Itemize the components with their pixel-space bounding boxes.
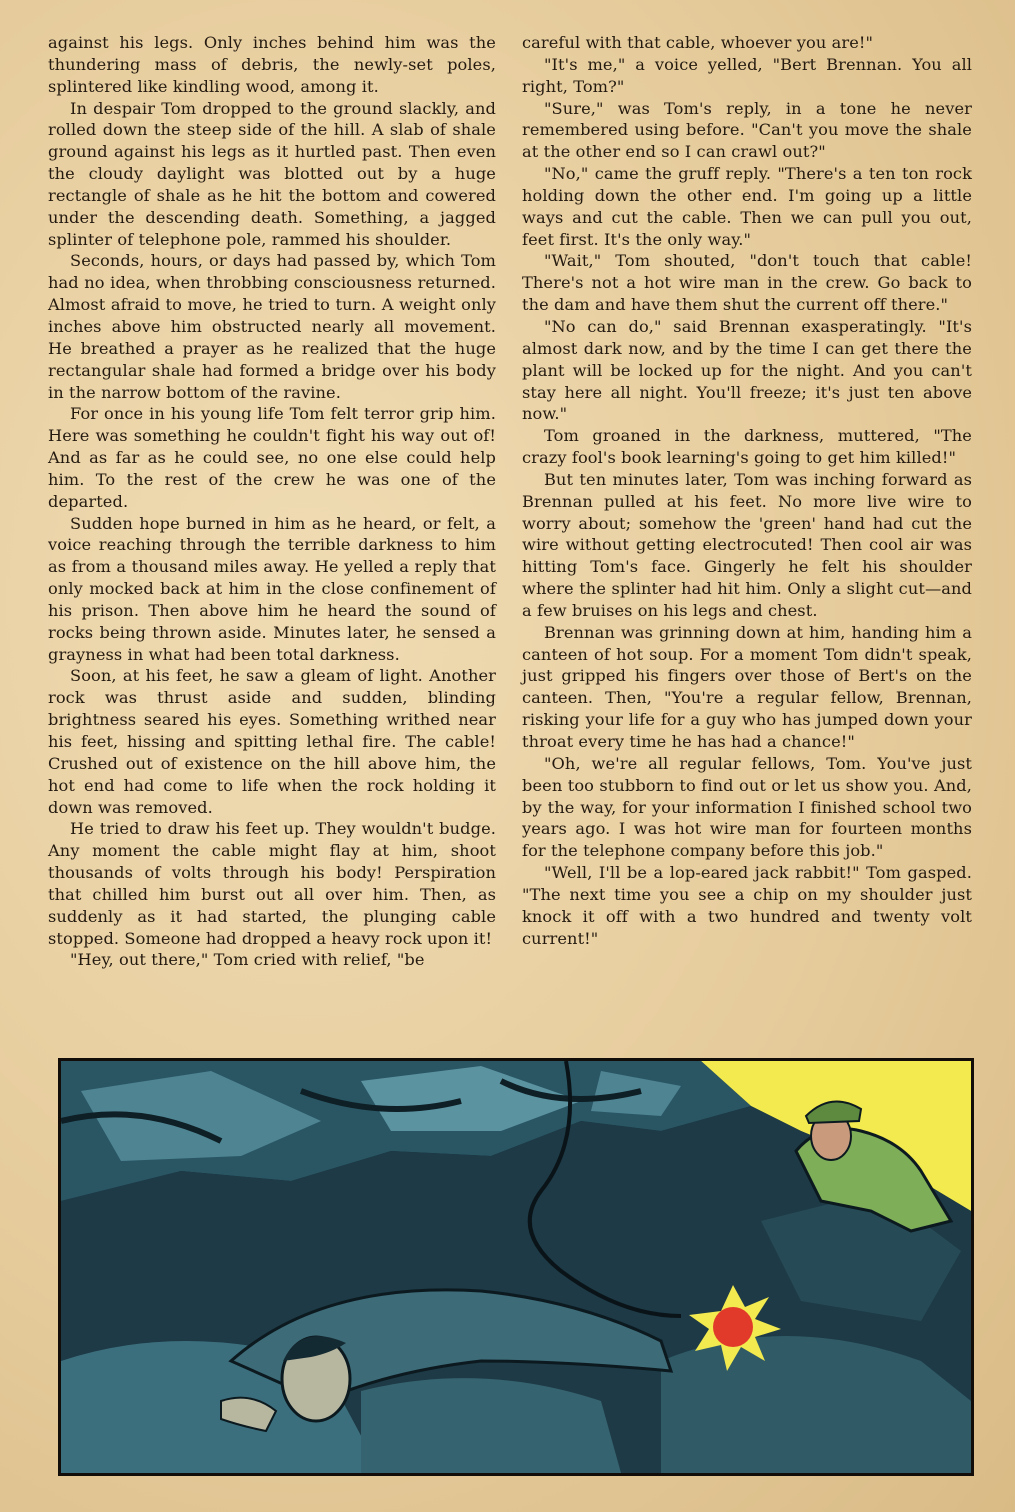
paragraph: "No can do," said Brennan exasperatingly. "It's almost dark now, and by the time I can get there the plant will be locked up for the night. And you can't stay here all night. You'll freeze; it's just ten above now." bbox=[522, 316, 972, 424]
paragraph: For once in his young life Tom felt terror grip him. Here was something he couldn't fight his way out of! And as far as he could see, no one else could help him. To the rest of the crew he was one of the departed. bbox=[48, 404, 496, 511]
paragraph: "It's me," a voice yelled, "Bert Brennan. You all right, Tom?" bbox=[522, 54, 972, 96]
paragraph: "Sure," was Tom's reply, in a tone he never remembered using before. "Can't you move the shale at the other end so I can crawl out?" bbox=[522, 98, 972, 162]
paragraph: But ten minutes later, Tom was inching forward as Brennan pulled at his feet. No more live wire to worry about; somehow the 'green' hand had cut the wire without getting electrocuted! Then cool air was hitting Tom's face. Gingerly he felt his shoulder where the splinter had hit him. Only a slight cut—and a few bruises on his legs and chest. bbox=[522, 469, 972, 620]
paragraph: "Hey, out there," Tom cried with relief, "be bbox=[70, 950, 425, 970]
paragraph: careful with that cable, whoever you are!" bbox=[522, 33, 874, 52]
left-text-column bbox=[48, 32, 496, 971]
paragraph: "Well, I'll be a lop-eared jack rabbit!" Tom gasped. "The next time you see a chip on my shoulder just knock it off with a two hundred and twenty volt current!" bbox=[522, 863, 972, 948]
paragraph: He tried to draw his feet up. They wouldn't budge. Any moment the cable might flay at him, shoot thousands of volts through his body! Perspiration that chilled him burst out all over him. Then, as suddenly as it had started, the plunging cable stopped. Someone had dropped a heavy rock upon it! bbox=[48, 819, 496, 948]
paragraph: Soon, at his feet, he saw a gleam of light. Another rock was thrust aside and sudden, blinding brightness seared his eyes. Something writhed near his feet, hissing and spitting lethal fire. The cable! Crushed out of existence on the hill above him, the hot end had come to life when the rock holding it down was removed. bbox=[48, 666, 496, 817]
paragraph: Seconds, hours, or days had passed by, which Tom had no idea, when throbbing consciousness returned. Almost afraid to move, he tried to turn. A weight only inches above him obstructed nearly all movement. He breathed a prayer as he realized that the huge rectangular shale had formed a bridge over his body in the narrow bottom of the ravine. bbox=[48, 251, 496, 402]
paragraph: "Oh, we're all regular fellows, Tom. You've just been too stubborn to find out or let us show you. And, by the way, for your information I finished school two years ago. I was hot wire man for fourteen months for the telephone company before this job." bbox=[522, 753, 972, 861]
paragraph: "Wait," Tom shouted, "don't touch that cable! There's not a hot wire man in the crew. Go back to the dam and have them shut the current off there." bbox=[522, 251, 972, 315]
paragraph: against his legs. Only inches behind him was the thundering mass of debris, the newly-set poles, splintered like kindling wood, among it. bbox=[48, 33, 496, 96]
paragraph: Tom groaned in the darkness, muttered, "The crazy fool's book learning's going to get him killed!" bbox=[522, 426, 972, 468]
right-text-column bbox=[522, 32, 972, 949]
paragraph: Brennan was grinning down at him, handing him a canteen of hot soup. For a moment Tom didn't speak, just gripped his fingers over those of Bert's on the canteen. Then, "You're a regular fellow, Brennan, risking your life for a guy who has jumped down your throat every time he has had a chance!" bbox=[522, 622, 972, 751]
comic-illustration-panel bbox=[58, 1058, 974, 1476]
ravine-rescue-illustration bbox=[61, 1061, 971, 1473]
paragraph: In despair Tom dropped to the ground slackly, and rolled down the steep side of the hill. A slab of shale ground against his legs as it hurtled past. Then even the cloudy daylight was blotted out by a huge rectangle of shale as he hit the bottom and cowered under the descending death. Something, a jagged splinter of telephone pole, rammed his shoulder. bbox=[48, 98, 496, 249]
paragraph: Sudden hope burned in him as he heard, or felt, a voice reaching through the terrible darkness to him as from a thousand miles away. He yelled a reply that only mocked back at him in the close confinement of his prison. Then above him he heard the sound of rocks being thrown aside. Minutes later, he sensed a grayness in what had been total darkness. bbox=[48, 513, 496, 664]
spark-core bbox=[713, 1307, 753, 1347]
paragraph: "No," came the gruff reply. "There's a ten ton rock holding down the other end. I'm going up a little ways and cut the cable. Then we can pull you out, feet first. It's the only way." bbox=[522, 164, 972, 249]
